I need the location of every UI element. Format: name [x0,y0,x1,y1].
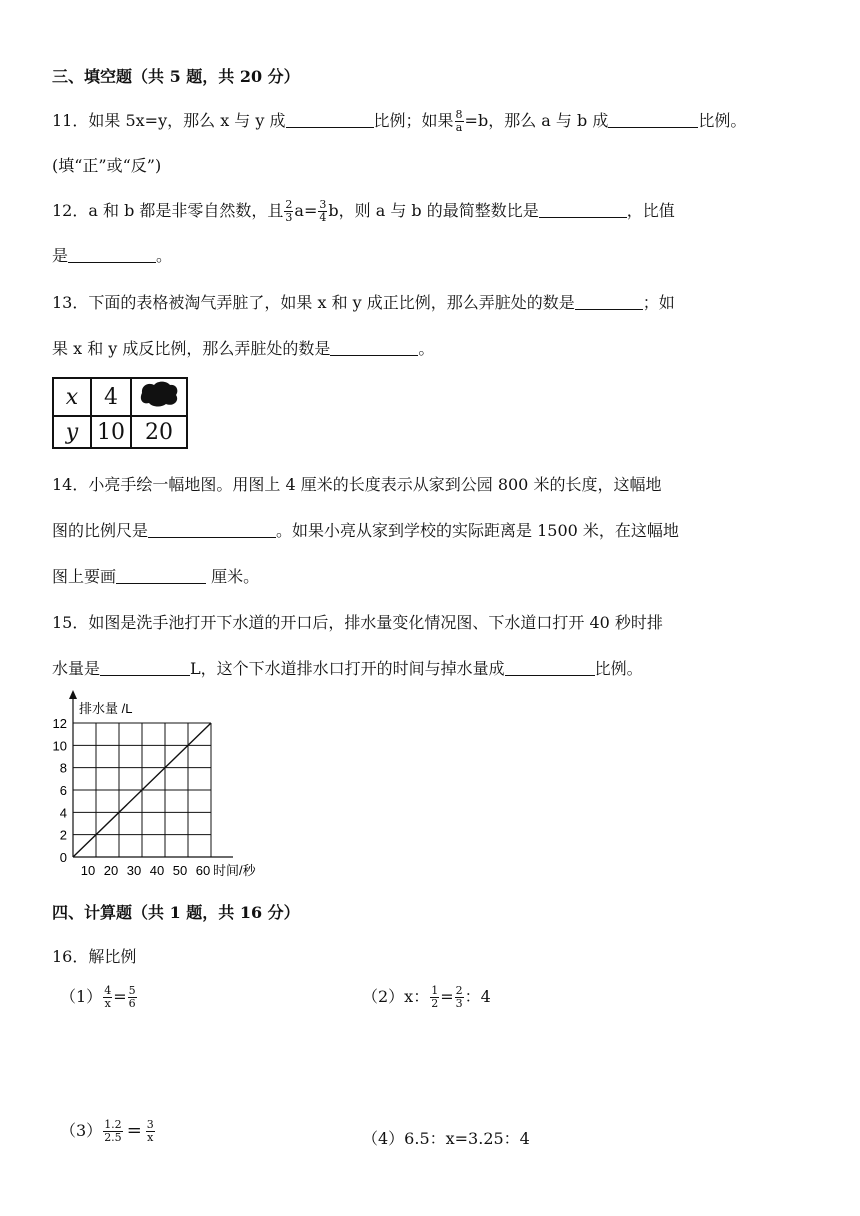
fraction: $\frac{4}{x}$ [104,984,112,1010]
answer-blank[interactable] [116,567,206,584]
q15-text-2: 水量是 [52,659,101,678]
q12-text-2: a= [294,201,318,220]
x-tick-label: 60 [195,863,211,878]
question-number: 11． [52,111,89,130]
q14-text-4: 图上要画 [52,567,117,586]
answer-blank[interactable] [330,339,418,356]
q12-text-3: b，则 a 与 b 的最简整数比是 [328,201,539,220]
part-label: （1） [60,987,103,1006]
answer-blank[interactable] [286,111,374,128]
part-label: （3） [60,1121,103,1140]
q11-hint: (填“正”或“反”) [52,156,162,175]
question-number: 13． [52,293,89,312]
y-label: y [53,416,91,448]
part-tail: ：4 [464,987,491,1006]
fraction: $\frac{1}{2}$ [431,984,439,1010]
ink-blot-icon [137,379,181,409]
q16-part-4: （4）6.5：x=3.25：4 [362,1129,530,1148]
answer-blank[interactable] [539,201,627,218]
smudged-cell [131,378,187,416]
answer-blank[interactable] [608,111,698,128]
q16-part-1 [60,984,138,1010]
answer-blank[interactable] [68,246,156,263]
x-tick-label: 10 [80,863,96,878]
q12-text-1: a 和 b 都是非零自然数，且 [88,201,284,220]
fraction: $\frac{2}{3}$ [285,198,293,224]
y-tick-label: 12 [52,716,67,731]
q16-title: 解比例 [88,947,137,966]
q14-text-1: 小亮手绘一幅地图。用图上 4 厘米的长度表示从家到公园 800 米的长度，这幅地 [88,475,662,494]
question-15 [52,610,663,633]
y-value: 10 [91,416,131,448]
q16-part-3 [60,1118,156,1144]
question-12 [52,198,675,224]
y-tick-label: 10 [52,738,67,754]
y-tick-label: 8 [59,760,67,776]
x-tick-label: 20 [103,863,119,878]
table-row-y [53,416,187,448]
q14-line-3 [52,564,259,587]
fraction: $\frac{3}{x}$ [146,1118,154,1144]
question-number: 15． [52,613,89,632]
x-axis-label: 时间/秒 [213,863,256,878]
answer-blank[interactable] [148,521,276,538]
equals-sign: = [440,987,454,1006]
x-value: 4 [91,378,131,416]
q14-text-3: 。如果小亮从家到学校的实际距离是 1500 米，在这幅地 [276,521,679,540]
q11-text-1: 如果 5x=y，那么 x 与 y 成 [88,111,286,130]
q16-part-2 [362,984,491,1010]
x-tick-label: 50 [172,863,188,878]
y-tick-label: 4 [59,805,67,821]
q15-text-4: 比例。 [594,659,643,678]
y-axis-arrow-icon [69,690,77,699]
y-tick-label: 6 [59,783,67,798]
question-16 [52,944,136,967]
fraction: $\frac{5}{6}$ [128,984,136,1010]
y-value: 20 [131,416,187,448]
x-label: x [53,378,91,416]
q11-text-4: 比例。 [698,111,747,130]
xy-table [52,377,188,449]
question-number: 14． [52,475,89,494]
section-title: 四、计算题（共 1 题，共 16 分） [52,903,300,922]
equals-sign: = [126,1120,142,1141]
answer-blank[interactable] [505,659,595,676]
origin-label: 0 [59,850,67,865]
section-title: 三、填空题（共 5 题，共 20 分） [52,67,300,86]
fraction: $\frac{2}{3}$ [455,984,463,1010]
q13-text-4: 。 [418,339,435,358]
q15-text-1: 如图是洗手池打开下水道的开口后，排水量变化情况图、下水道口打开 40 秒时排 [88,613,663,632]
q15-line-2 [52,656,643,679]
q11-text-3: =b，那么 a 与 b 成 [464,111,609,130]
question-11 [52,108,746,134]
equals-sign: = [113,987,127,1006]
q14-text-2: 图的比例尺是 [52,521,149,540]
q12-text-6: 。 [156,246,173,265]
x-tick-label: 40 [149,863,165,878]
y-tick-label: 2 [59,827,67,843]
x-tick-label: 30 [126,863,142,878]
question-number: 16． [52,947,89,966]
q12-text-4: ，比值 [626,201,675,220]
q13-line-2 [52,336,434,359]
q13-text-1: 下面的表格被淘气弄脏了，如果 x 和 y 成正比例，那么弄脏处的数是 [88,293,575,312]
fraction: $\frac{1.2}{2.5}$ [104,1118,122,1144]
question-number: 12． [52,201,89,220]
drain-chart [40,686,290,882]
answer-blank[interactable] [100,659,190,676]
q12-line-2 [52,243,172,266]
answer-blank[interactable] [575,293,643,310]
q13-text-2: ；如 [642,293,675,312]
fraction: $\frac{8}{a}$ [455,108,463,134]
part-label: （2）x： [362,987,430,1006]
fraction: $\frac{3}{4}$ [319,198,327,224]
q15-text-3: L，这个下水道排水口打开的时间与掉水量成 [190,659,505,678]
question-13 [52,290,675,313]
question-14 [52,472,661,495]
q14-text-5: 厘米。 [206,567,260,586]
q11-text-2: 比例；如果 [373,111,454,130]
table-row-x [53,378,187,416]
y-axis-label: 排水量 /L [79,701,133,716]
q12-text-5: 是 [52,246,69,265]
q13-text-3: 果 x 和 y 成反比例，那么弄脏处的数是 [52,339,331,358]
q14-line-2 [52,518,679,541]
